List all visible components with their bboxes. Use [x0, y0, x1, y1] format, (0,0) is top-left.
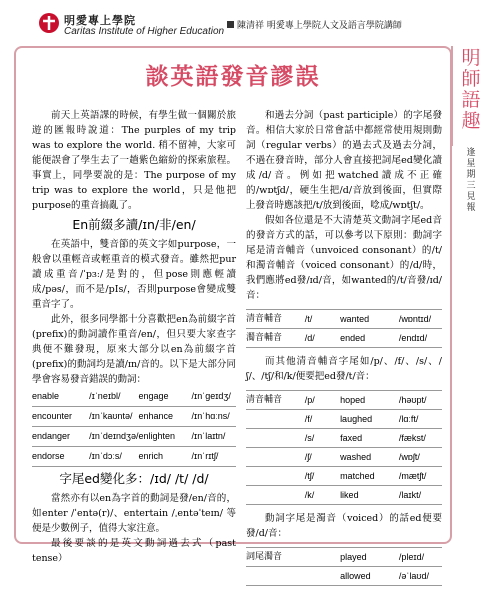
caritas-logo-icon — [38, 12, 60, 34]
sound-cell: /d/ — [305, 329, 340, 348]
logo-english-name: Caritas Institute of Higher Education — [64, 26, 225, 37]
ipa-cell: /wɒntɪd/ — [399, 310, 442, 329]
sound-cell: /ʃ/ — [305, 448, 340, 467]
ipa-cell: /mætʃt/ — [399, 467, 442, 486]
paragraph: 動詞字尾是濁音（voiced）的話ed便要發/d/音： — [246, 513, 442, 539]
table-row — [246, 329, 442, 348]
word-cell: faxed — [340, 429, 399, 448]
word-cell: enrich — [138, 447, 191, 467]
word-cell: enlighten — [138, 427, 191, 447]
ipa-cell: /lɑːft/ — [399, 410, 442, 429]
word-cell: engage — [138, 387, 191, 407]
category-cell: 詞尾濁音 — [246, 548, 305, 567]
column-tag — [451, 46, 489, 216]
paragraph: 前天上英語課的時候，有學生做一個關於旅遊的匯報時說道：The purples of my trip was to explore the world. 稍不留神，大家可能便誤會了學生去了一趟紫色縮紛的探索旅程。事實上，同學要說的是：The purpose of my trip was to explore the world，只是他把purpose的重音搞亂了。 — [32, 110, 236, 211]
sound-cell: /t/ — [305, 310, 340, 329]
table-row — [246, 429, 442, 448]
paragraph: 而其他清音輔音字尾如/p/、/f/、/s/、/ʃ/、/tʃ/和/k/便要把ed發/t/音： — [246, 356, 442, 382]
en-verbs-table — [32, 387, 236, 467]
sound-cell: /tʃ/ — [305, 467, 340, 486]
ipa-cell: /ɪnˈdeɪndʒə/ — [89, 427, 138, 447]
ipa-cell: /əˈlaʊd/ — [399, 567, 442, 586]
sound-cell — [305, 567, 340, 586]
column-tag-title: 明師語趣 — [461, 47, 481, 132]
word-cell: matched — [340, 467, 399, 486]
word-cell: endanger — [32, 427, 89, 447]
author-byline — [227, 18, 402, 31]
article-frame — [14, 46, 452, 581]
table-row — [246, 391, 442, 410]
paragraph: 在英語中，雙音節的英文字如purpose，一般會以重輕音或輕重音的模式發音。雖然把pur讀成重音/ˈpɜː/是對的，但pose則應輕讀成/pəs/，而不是/pIs/，否則purpose會變成雙重音字了。 — [32, 239, 236, 310]
category-cell: 清音輔音 — [246, 310, 305, 329]
d-ending-table — [246, 547, 442, 586]
right-column — [246, 108, 442, 592]
category-cell: 清音輔音 — [246, 391, 305, 410]
ipa-cell: /ɪnˈdɔːs/ — [89, 447, 138, 467]
ipa-cell: /laɪkt/ — [399, 486, 442, 505]
category-cell — [246, 429, 305, 448]
category-cell — [246, 410, 305, 429]
category-cell — [246, 567, 305, 586]
word-cell: endorse — [32, 447, 89, 467]
ipa-cell: /ɪnˈrɪtʃ/ — [191, 447, 236, 467]
table-row — [246, 486, 442, 505]
sound-cell: /s/ — [305, 429, 340, 448]
table-row — [246, 448, 442, 467]
ipa-cell: /həʊpt/ — [399, 391, 442, 410]
t-ending-table — [246, 390, 442, 505]
table-row — [246, 567, 442, 586]
section-heading: En前綴多讀/ɪn/非/en/ — [72, 217, 196, 232]
table-row — [32, 407, 236, 427]
ipa-cell: /ɪnˈkaʊntə/ — [89, 407, 138, 427]
sound-cell: /p/ — [305, 391, 340, 410]
paragraph: 最後要談的是英文動詞過去式（past tense） — [32, 538, 236, 564]
table-row — [246, 410, 442, 429]
word-cell: encounter — [32, 407, 89, 427]
word-cell: liked — [340, 486, 399, 505]
word-cell: allowed — [340, 567, 399, 586]
category-cell — [246, 486, 305, 505]
word-cell: hoped — [340, 391, 399, 410]
paragraph: 此外，很多同學都十分喜歡把en為前綴字首(prefix)的動詞讀作重音/en/，但只要大家查字典便不難發現，原來大部分以en為前綴字首(prefix)的動詞均是讀/ɪn/音的。以下是大部分同學會容易發音錯誤的動詞： — [32, 314, 236, 385]
ipa-cell: /pleɪd/ — [399, 548, 442, 567]
ipa-cell: /ɪnˈgeɪdʒ/ — [191, 387, 236, 407]
word-cell: played — [340, 548, 399, 567]
sound-cell: /f/ — [305, 410, 340, 429]
id-ending-table — [246, 309, 442, 348]
paragraph: 和過去分詞（past participle）的字尾發音。相信大家於日常會話中都經常使用規則動詞（regular verbs）的過去式及過去分詞，不過在發音時，部分人會直接把詞尾ed變化讀成/d/音。例如把watched讀成不正確的/wɒtʃd/，硬生生把/d/音放到後面，但實際上發音時應該把/t/放到後面，唸成/wɒtʃt/。 — [246, 110, 442, 211]
table-row — [246, 467, 442, 486]
table-row — [32, 387, 236, 407]
ipa-cell: /fækst/ — [399, 429, 442, 448]
ipa-cell: /ɪnˈhɑːns/ — [191, 407, 236, 427]
left-column — [32, 108, 236, 566]
ipa-cell: /wɒʃt/ — [399, 448, 442, 467]
ipa-cell: /endɪd/ — [399, 329, 442, 348]
table-row — [32, 447, 236, 467]
word-cell: wanted — [340, 310, 399, 329]
article-title: 談英語發音謬誤 — [145, 64, 321, 90]
byline-text: 陳清祥 明愛專上學院人文及語言學院講師 — [237, 21, 402, 31]
word-cell: washed — [340, 448, 399, 467]
paragraph: 假如各位還是不大清楚英文動詞字尾ed音的發音方式的話，可以參考以下原則：動詞字尾是清音輔音（unvoiced consonant）的/t/和濁音輔音（voiced consonant）的/d/時，我們應將ed發/ɪd/音，如wanted的/t/音發/ɪd/音： — [246, 215, 442, 301]
page-header — [0, 0, 499, 44]
category-cell — [246, 448, 305, 467]
word-cell: enhance — [138, 407, 191, 427]
bullet-square-icon — [227, 21, 234, 28]
ipa-cell: /ɪnˈlaɪtn/ — [191, 427, 236, 447]
logo-chinese-name: 明愛專上學院 — [64, 14, 136, 27]
publish-day-note: 逢星期三見報 — [466, 148, 476, 213]
category-cell: 濁音輔音 — [246, 329, 305, 348]
section-heading: 字尾ed變化多：/ɪd/ /t/ /d/ — [59, 471, 209, 486]
category-cell — [246, 467, 305, 486]
word-cell: enable — [32, 387, 89, 407]
sound-cell: /k/ — [305, 486, 340, 505]
paragraph: 當然亦有以en為字首的動詞是發/en/音的，如enter /ˈentə(r)/、entertain /ˌentəˈteɪn/ 等便是少數例子，值得大家注意。 — [32, 493, 236, 534]
ipa-cell: /ɪˈneɪbl/ — [89, 387, 138, 407]
sound-cell — [305, 548, 340, 567]
table-row — [32, 427, 236, 447]
word-cell: laughed — [340, 410, 399, 429]
table-row — [246, 310, 442, 329]
word-cell: ended — [340, 329, 399, 348]
table-row — [246, 548, 442, 567]
